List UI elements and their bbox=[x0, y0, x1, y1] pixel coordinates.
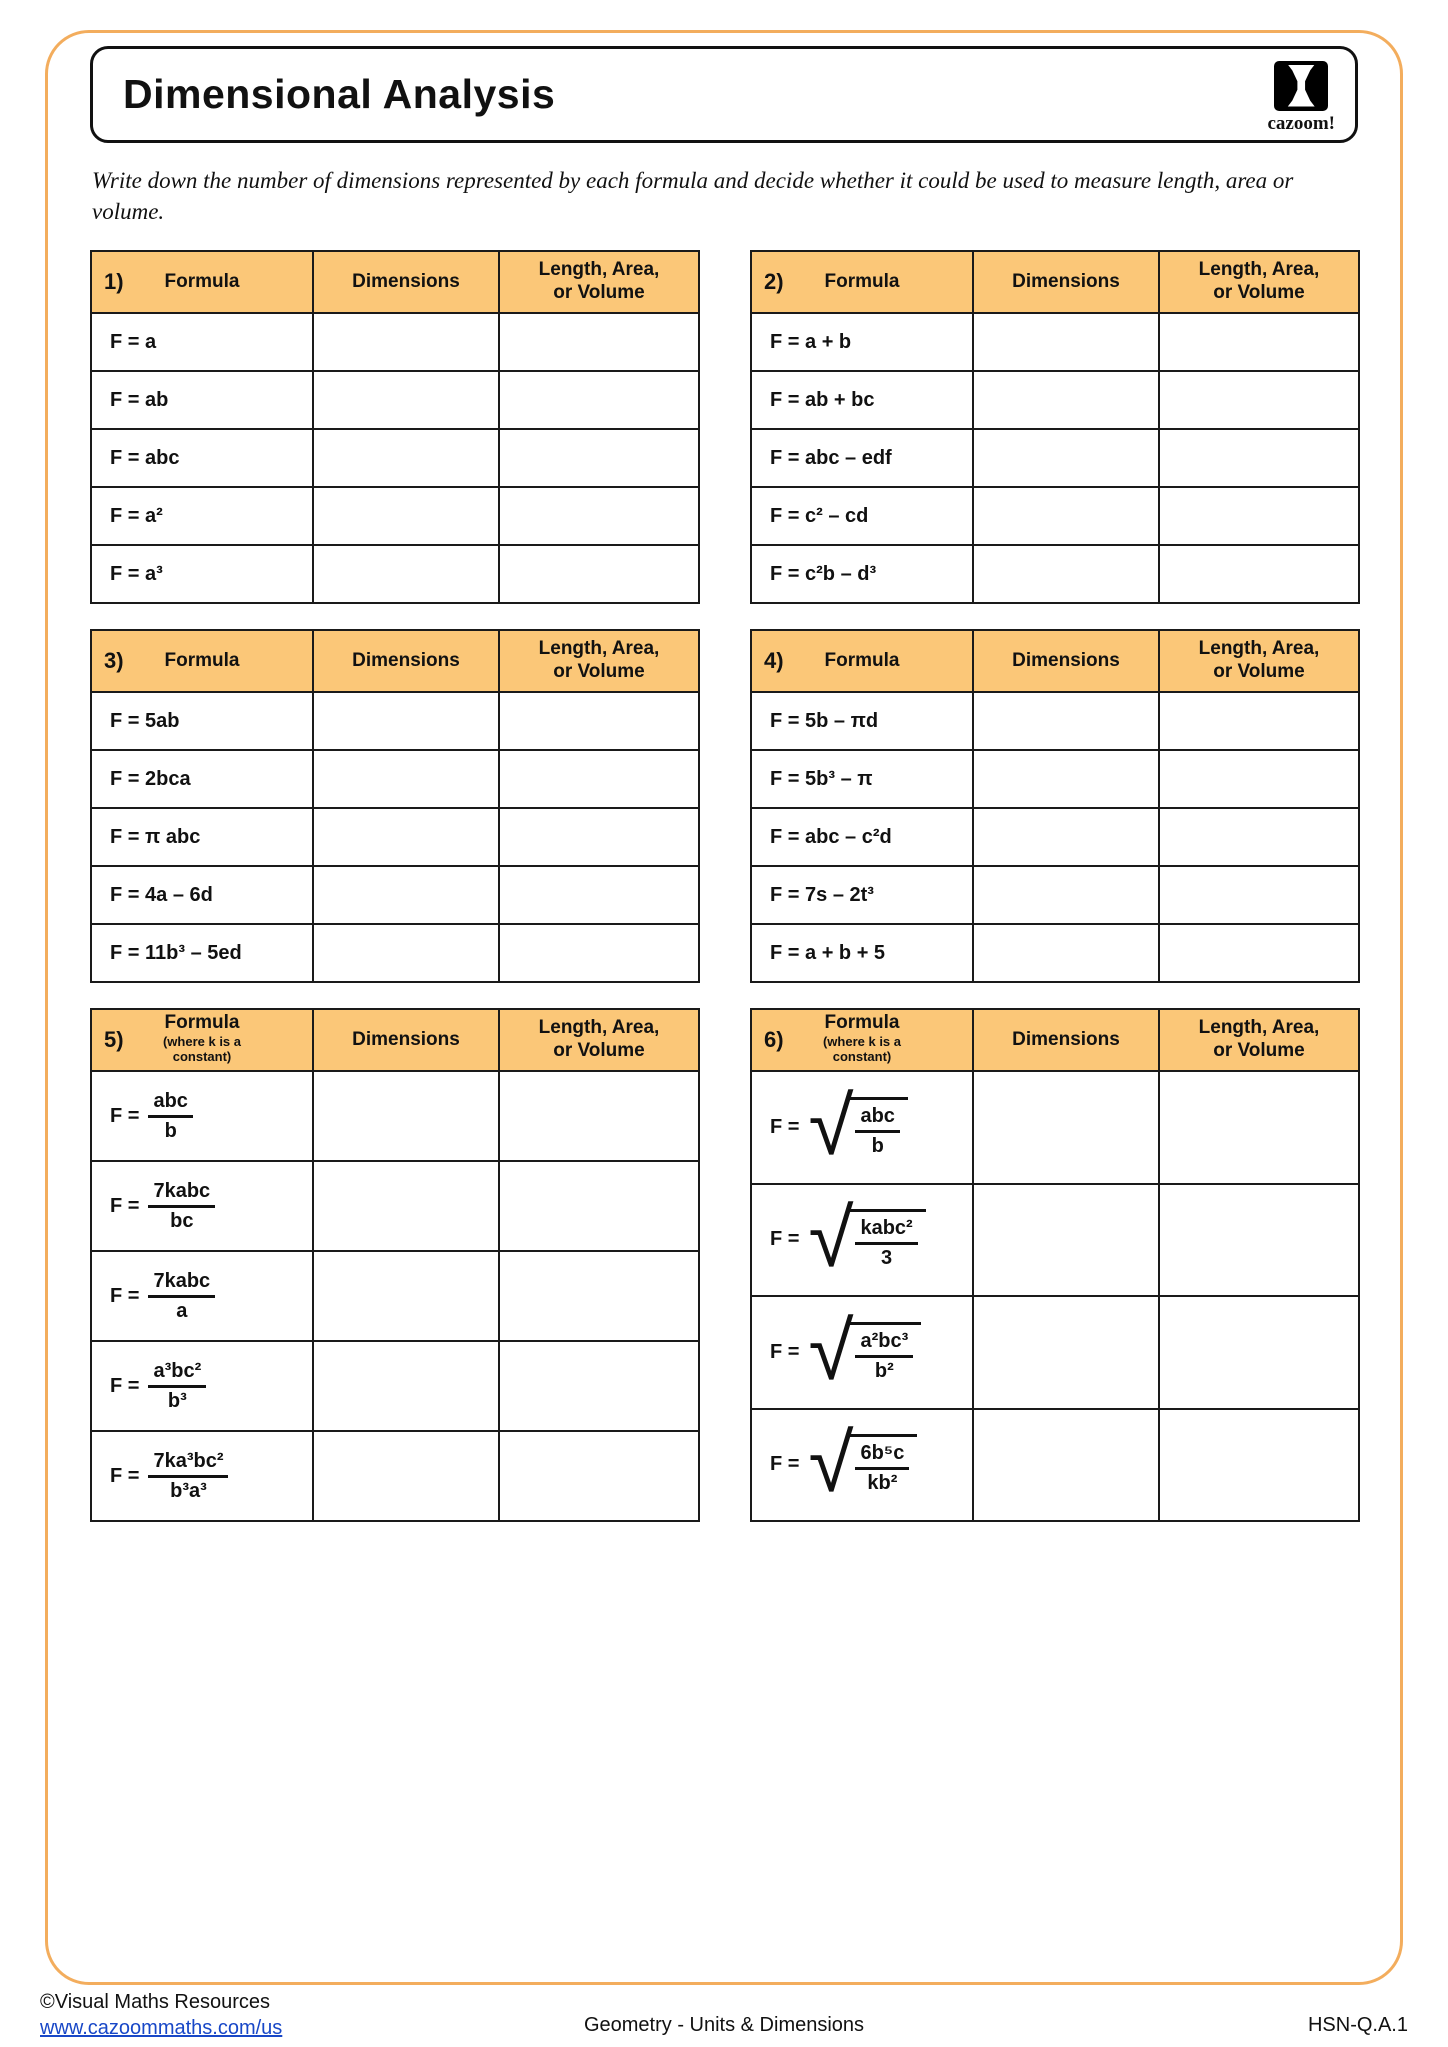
lav-header: Length, Area, or Volume bbox=[499, 630, 699, 692]
formula-prefix: F = bbox=[770, 1340, 800, 1363]
lav-answer-cell bbox=[1159, 692, 1359, 750]
formula-cell: F = 4a – 6d bbox=[91, 866, 313, 924]
formula-cell: F = 5ab bbox=[91, 692, 313, 750]
table-row bbox=[91, 808, 699, 866]
lav-answer-cell bbox=[499, 924, 699, 982]
lav-header: Length, Area, or Volume bbox=[499, 251, 699, 313]
formula-cell: F = abc bbox=[91, 429, 313, 487]
lav-answer-cell bbox=[1159, 1184, 1359, 1296]
denominator: kb² bbox=[867, 1472, 898, 1495]
dimensions-answer-cell bbox=[973, 487, 1159, 545]
formula-cell bbox=[91, 1161, 313, 1251]
lav-answer-cell bbox=[499, 429, 699, 487]
constant-note: (where k is a constant) bbox=[162, 1033, 242, 1064]
lav-answer-cell bbox=[1159, 371, 1359, 429]
formula-header: 2) Formula bbox=[751, 251, 973, 313]
square-root bbox=[808, 1193, 925, 1285]
table-1 bbox=[90, 250, 700, 604]
dimensions-answer-cell bbox=[313, 808, 499, 866]
formula-cell: F = c² – cd bbox=[751, 487, 973, 545]
constant-note: (where k is a constant) bbox=[822, 1033, 902, 1064]
table-2 bbox=[750, 250, 1360, 604]
table-row bbox=[91, 1431, 699, 1521]
table-row bbox=[751, 1296, 1359, 1408]
website-link[interactable]: www.cazoommaths.com/us bbox=[40, 2017, 283, 2039]
dimensions-answer-cell bbox=[973, 313, 1159, 371]
table-row bbox=[91, 866, 699, 924]
radical-sign: √ bbox=[808, 1081, 854, 1173]
table-row bbox=[751, 487, 1359, 545]
formula-cell bbox=[91, 1251, 313, 1341]
table-row bbox=[751, 1409, 1359, 1521]
formula-prefix: F = bbox=[770, 1116, 800, 1139]
formula-cell: F = abc – edf bbox=[751, 429, 973, 487]
numerator: abc bbox=[148, 1090, 192, 1118]
lav-answer-cell bbox=[499, 692, 699, 750]
formula-prefix: F = bbox=[770, 1453, 800, 1476]
lav-header: Length, Area, or Volume bbox=[499, 1009, 699, 1071]
cazoom-logo-text: cazoom! bbox=[1267, 112, 1335, 134]
lav-answer-cell bbox=[1159, 1409, 1359, 1521]
dimensions-answer-cell bbox=[313, 1251, 499, 1341]
formula-cell: F = π abc bbox=[91, 808, 313, 866]
formula-cell: F = c²b – d³ bbox=[751, 545, 973, 603]
lav-answer-cell bbox=[499, 1431, 699, 1521]
lav-answer-cell bbox=[1159, 750, 1359, 808]
dimensions-answer-cell bbox=[313, 371, 499, 429]
formula-cell: F = 7s – 2t³ bbox=[751, 866, 973, 924]
dimensions-header: Dimensions bbox=[973, 251, 1159, 313]
denominator: b bbox=[164, 1119, 177, 1142]
formula-cell bbox=[751, 1296, 973, 1408]
numerator: 7kabc bbox=[148, 1270, 215, 1298]
dimensions-answer-cell bbox=[973, 1409, 1159, 1521]
dimensions-header: Dimensions bbox=[973, 1009, 1159, 1071]
page-frame bbox=[45, 30, 1403, 1985]
dimensions-answer-cell bbox=[313, 866, 499, 924]
table-number: 3) bbox=[104, 647, 124, 673]
fraction bbox=[855, 1217, 917, 1270]
numerator: 7kabc bbox=[148, 1180, 215, 1208]
formula-cell: F = a + b bbox=[751, 313, 973, 371]
table-6 bbox=[750, 1008, 1360, 1522]
table-number: 6) bbox=[764, 1027, 784, 1053]
table-row bbox=[751, 750, 1359, 808]
instructions-text: Write down the number of dimensions represented by each formula and decide whether it could be used to measure length, area or volume. bbox=[92, 168, 1294, 225]
table-row bbox=[91, 545, 699, 603]
fraction bbox=[855, 1105, 899, 1158]
tables-grid bbox=[90, 250, 1358, 1522]
lav-answer-cell bbox=[499, 545, 699, 603]
dimensions-answer-cell bbox=[313, 1341, 499, 1431]
formula-cell: F = 5b – πd bbox=[751, 692, 973, 750]
table-row bbox=[751, 924, 1359, 982]
formula-cell: F = a³ bbox=[91, 545, 313, 603]
table-3 bbox=[90, 629, 700, 983]
dimensions-answer-cell bbox=[313, 1431, 499, 1521]
table-row bbox=[91, 487, 699, 545]
formula-header: 1) Formula bbox=[91, 251, 313, 313]
denominator: a bbox=[176, 1299, 188, 1322]
dimensions-header: Dimensions bbox=[973, 630, 1159, 692]
dimensions-answer-cell bbox=[973, 1296, 1159, 1408]
table-header-row bbox=[91, 251, 699, 313]
formula-prefix: F = bbox=[770, 1228, 800, 1251]
table-number: 1) bbox=[104, 268, 124, 294]
formula-cell: F = 11b³ – 5ed bbox=[91, 924, 313, 982]
formula-cell: F = 2bca bbox=[91, 750, 313, 808]
dimensions-answer-cell bbox=[313, 750, 499, 808]
standard-code: HSN-Q.A.1 bbox=[1307, 2014, 1408, 2036]
lav-header: Length, Area, or Volume bbox=[1159, 630, 1359, 692]
table-row bbox=[751, 429, 1359, 487]
table-row bbox=[751, 866, 1359, 924]
formula-cell: F = a² bbox=[91, 487, 313, 545]
dimensions-answer-cell bbox=[313, 429, 499, 487]
table-row bbox=[751, 545, 1359, 603]
lav-answer-cell bbox=[499, 1161, 699, 1251]
lav-answer-cell bbox=[1159, 1071, 1359, 1183]
lav-answer-cell bbox=[1159, 808, 1359, 866]
page-footer bbox=[40, 1989, 1408, 2041]
lav-answer-cell bbox=[499, 1071, 699, 1161]
table-header-row bbox=[91, 1009, 699, 1071]
formula-header: 5) Formula (where k is a constant) bbox=[91, 1009, 313, 1071]
page-title: Dimensional Analysis bbox=[123, 71, 556, 117]
table-row bbox=[751, 313, 1359, 371]
table-row bbox=[91, 371, 699, 429]
radical-sign: √ bbox=[808, 1418, 854, 1510]
dimensions-header: Dimensions bbox=[313, 1009, 499, 1071]
denominator: b³a³ bbox=[170, 1479, 207, 1502]
dimensions-answer-cell bbox=[313, 692, 499, 750]
formula-cell bbox=[91, 1431, 313, 1521]
radical-sign: √ bbox=[808, 1305, 854, 1397]
formula-cell bbox=[751, 1409, 973, 1521]
formula-cell: F = ab + bc bbox=[751, 371, 973, 429]
square-root bbox=[808, 1418, 917, 1510]
formula-prefix: F = bbox=[110, 1464, 140, 1487]
table-row bbox=[751, 1184, 1359, 1296]
numerator: 7ka³bc² bbox=[148, 1450, 228, 1478]
table-row bbox=[91, 692, 699, 750]
table-row bbox=[91, 1341, 699, 1431]
fraction bbox=[855, 1330, 913, 1383]
table-number: 4) bbox=[764, 647, 784, 673]
lav-answer-cell bbox=[499, 808, 699, 866]
formula-prefix: F = bbox=[110, 1194, 140, 1217]
formula-header: 3) Formula bbox=[91, 630, 313, 692]
lav-answer-cell bbox=[1159, 313, 1359, 371]
fraction bbox=[148, 1270, 215, 1323]
table-header-row bbox=[751, 251, 1359, 313]
formula-cell bbox=[751, 1184, 973, 1296]
table-header-row bbox=[751, 630, 1359, 692]
table-number: 2) bbox=[764, 268, 784, 294]
formula-header: 6) Formula (where k is a constant) bbox=[751, 1009, 973, 1071]
footer-topic: Geometry - Units & Dimensions bbox=[583, 2014, 865, 2036]
numerator: kabc² bbox=[855, 1217, 917, 1245]
square-root bbox=[808, 1081, 907, 1173]
table-row bbox=[91, 1161, 699, 1251]
dimensions-answer-cell bbox=[313, 924, 499, 982]
dimensions-answer-cell bbox=[973, 808, 1159, 866]
fraction bbox=[148, 1090, 192, 1143]
fraction bbox=[148, 1180, 215, 1233]
dimensions-answer-cell bbox=[313, 313, 499, 371]
formula-cell bbox=[91, 1341, 313, 1431]
denominator: bc bbox=[170, 1209, 194, 1232]
numerator: a²bc³ bbox=[855, 1330, 913, 1358]
lav-answer-cell bbox=[499, 750, 699, 808]
square-root bbox=[808, 1305, 921, 1397]
table-5 bbox=[90, 1008, 700, 1522]
dimensions-answer-cell bbox=[973, 750, 1159, 808]
table-row bbox=[751, 371, 1359, 429]
table-4 bbox=[750, 629, 1360, 983]
formula-cell: F = abc – c²d bbox=[751, 808, 973, 866]
formula-prefix: F = bbox=[110, 1104, 140, 1127]
table-row bbox=[91, 1251, 699, 1341]
table-number: 5) bbox=[104, 1026, 124, 1052]
dimensions-header: Dimensions bbox=[313, 630, 499, 692]
denominator: b bbox=[871, 1135, 884, 1158]
formula-cell bbox=[91, 1071, 313, 1161]
denominator: 3 bbox=[881, 1247, 893, 1270]
lav-answer-cell bbox=[499, 371, 699, 429]
dimensions-answer-cell bbox=[973, 371, 1159, 429]
dimensions-answer-cell bbox=[973, 924, 1159, 982]
lav-answer-cell bbox=[1159, 924, 1359, 982]
dimensions-answer-cell bbox=[313, 487, 499, 545]
dimensions-header: Dimensions bbox=[313, 251, 499, 313]
table-row bbox=[91, 750, 699, 808]
dimensions-answer-cell bbox=[973, 692, 1159, 750]
dimensions-answer-cell bbox=[973, 866, 1159, 924]
lav-answer-cell bbox=[499, 313, 699, 371]
formula-header: 4) Formula bbox=[751, 630, 973, 692]
copyright-text: ©Visual Maths Resources bbox=[40, 1991, 271, 2013]
lav-answer-cell bbox=[1159, 429, 1359, 487]
formula-cell: F = a bbox=[91, 313, 313, 371]
fraction bbox=[148, 1450, 228, 1503]
formula-prefix: F = bbox=[110, 1284, 140, 1307]
lav-answer-cell bbox=[499, 1341, 699, 1431]
lav-answer-cell bbox=[499, 866, 699, 924]
dimensions-answer-cell bbox=[313, 1161, 499, 1251]
dimensions-answer-cell bbox=[973, 1184, 1159, 1296]
radical-sign: √ bbox=[808, 1193, 854, 1285]
denominator: b³ bbox=[167, 1389, 187, 1412]
table-row bbox=[91, 924, 699, 982]
dimensions-answer-cell bbox=[313, 545, 499, 603]
table-row bbox=[91, 1071, 699, 1161]
dimensions-answer-cell bbox=[973, 1071, 1159, 1183]
lav-header: Length, Area, or Volume bbox=[1159, 251, 1359, 313]
header-box bbox=[90, 46, 1358, 143]
dimensions-answer-cell bbox=[973, 429, 1159, 487]
dimensions-answer-cell bbox=[313, 1071, 499, 1161]
table-row bbox=[91, 429, 699, 487]
table-row bbox=[751, 1071, 1359, 1183]
table-row bbox=[751, 808, 1359, 866]
numerator: a³bc² bbox=[148, 1360, 206, 1388]
dimensions-answer-cell bbox=[973, 545, 1159, 603]
formula-prefix: F = bbox=[110, 1374, 140, 1397]
denominator: b² bbox=[874, 1359, 894, 1382]
formula-cell: F = 5b³ – π bbox=[751, 750, 973, 808]
lav-answer-cell bbox=[1159, 866, 1359, 924]
fraction bbox=[148, 1360, 206, 1413]
fraction bbox=[855, 1442, 909, 1495]
table-row bbox=[751, 692, 1359, 750]
table-header-row bbox=[91, 630, 699, 692]
formula-cell: F = ab bbox=[91, 371, 313, 429]
lav-answer-cell bbox=[499, 1251, 699, 1341]
table-row bbox=[91, 313, 699, 371]
cazoom-drum-icon bbox=[1274, 61, 1328, 111]
lav-answer-cell bbox=[1159, 1296, 1359, 1408]
numerator: 6b⁵c bbox=[855, 1442, 909, 1470]
lav-answer-cell bbox=[1159, 487, 1359, 545]
numerator: abc bbox=[855, 1105, 899, 1133]
formula-cell bbox=[751, 1071, 973, 1183]
lav-answer-cell bbox=[1159, 545, 1359, 603]
lav-header: Length, Area, or Volume bbox=[1159, 1009, 1359, 1071]
lav-answer-cell bbox=[499, 487, 699, 545]
cazoom-logo bbox=[1267, 61, 1335, 135]
formula-cell: F = a + b + 5 bbox=[751, 924, 973, 982]
table-header-row bbox=[751, 1009, 1359, 1071]
